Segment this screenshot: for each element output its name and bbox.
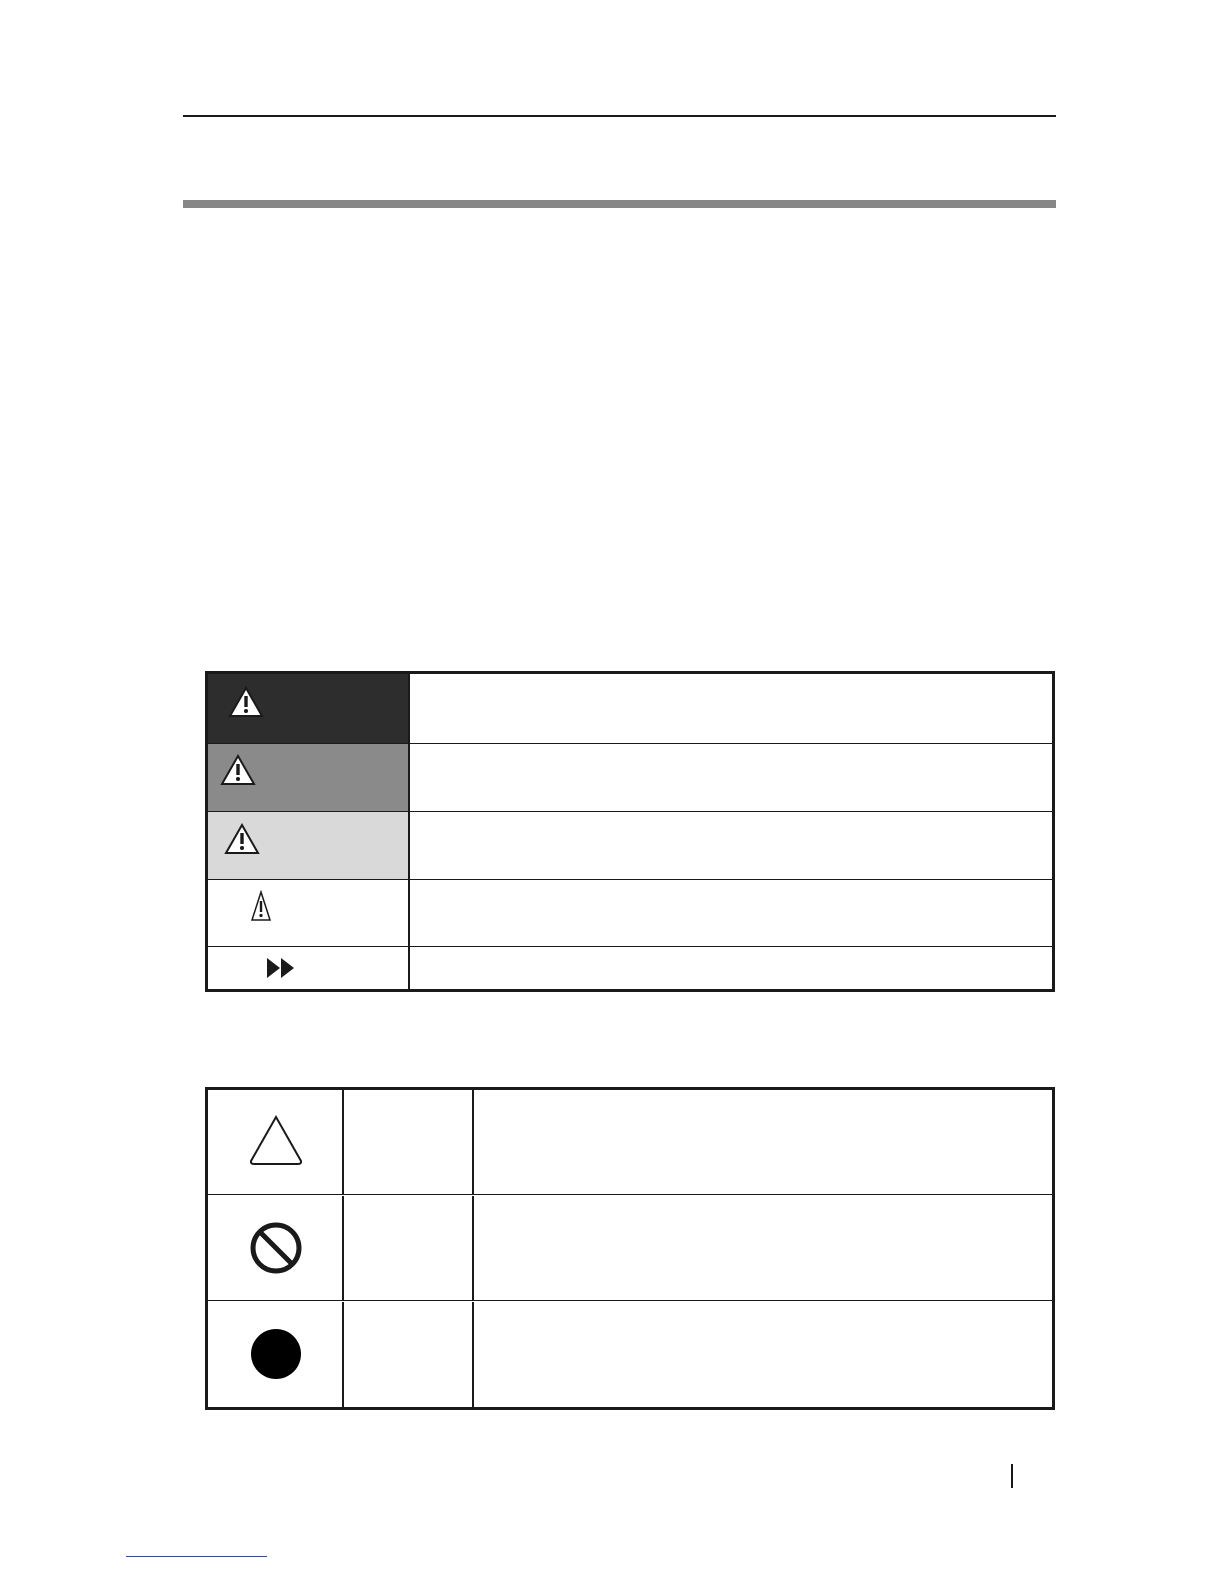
caution-description-cell [412, 812, 1052, 879]
warning-label-cell [208, 744, 410, 811]
tip-description-cell [412, 947, 1052, 989]
warning-triangle-icon [224, 823, 260, 855]
warning-triangle-icon [228, 686, 264, 718]
warning-triangle-icon [250, 890, 272, 922]
double-arrow-icon [266, 957, 296, 979]
alert-levels-table [205, 671, 1055, 992]
table-row-tip [208, 947, 1052, 989]
symbols-table [205, 1087, 1055, 1410]
table-row-general-caution [208, 1090, 1052, 1195]
warning-triangle-icon [220, 754, 256, 786]
page-number-marker [1011, 1464, 1013, 1488]
symbol-name-cell [346, 1302, 474, 1409]
table-row-caution [208, 812, 1052, 880]
symbol-cell [208, 1302, 344, 1409]
prohibition-icon [246, 1218, 306, 1278]
caution-label-cell [208, 812, 410, 879]
symbol-cell [208, 1196, 344, 1300]
danger-description-cell [412, 674, 1052, 743]
table-row-warning [208, 744, 1052, 812]
danger-label-cell [208, 674, 410, 743]
warning-description-cell [412, 744, 1052, 811]
table-row-mandatory [208, 1302, 1052, 1409]
notice-description-cell [412, 880, 1052, 946]
symbol-meaning-cell [476, 1090, 1052, 1194]
symbol-meaning-cell [476, 1302, 1052, 1409]
empty-triangle-icon [246, 1112, 306, 1172]
footer-link-underline[interactable] [126, 1556, 267, 1557]
table-row-prohibition [208, 1196, 1052, 1301]
symbol-cell [208, 1090, 344, 1194]
symbol-name-cell [346, 1090, 474, 1194]
tip-label-cell [208, 947, 410, 989]
symbol-name-cell [346, 1196, 474, 1300]
section-title-rule [183, 200, 1056, 208]
table-row-notice [208, 880, 1052, 947]
notice-label-cell [208, 880, 410, 946]
filled-circle-icon [246, 1324, 306, 1384]
header-rule [183, 115, 1056, 117]
symbol-meaning-cell [476, 1196, 1052, 1300]
table-row-danger [208, 674, 1052, 744]
